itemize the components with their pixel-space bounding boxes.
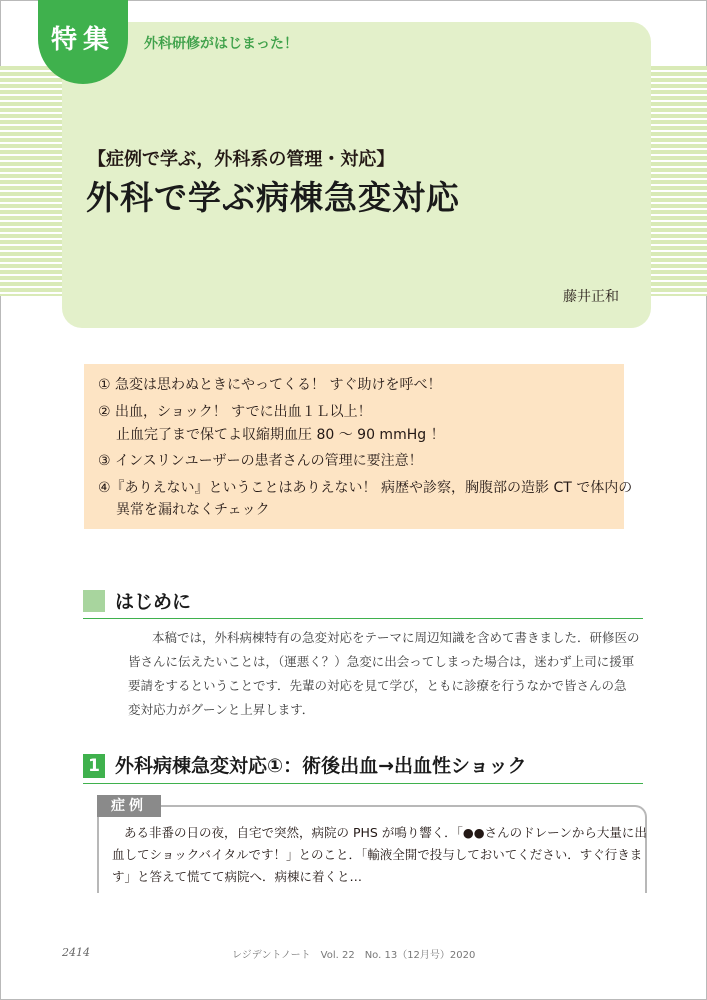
page-number: 2414 xyxy=(62,946,90,959)
paragraph-line: 変対応力がグーンと上昇します． xyxy=(128,702,315,717)
key-point: ④『ありえない』ということはありえない！ 病歴や診察，胸腹部の造影 CT で体内の xyxy=(98,480,633,496)
intro-heading-text: はじめに xyxy=(115,591,192,613)
article-title: 外科で学ぶ病棟急変対応 xyxy=(86,178,460,217)
key-points-box xyxy=(84,364,633,529)
section-1-heading-text: 外科病棟急変対応①：術後出血→出血性ショック xyxy=(115,755,527,777)
case-text xyxy=(112,822,647,888)
author-name: 藤井正和 xyxy=(563,289,619,305)
paragraph-line: 皆さんに伝えたいことは，（運悪く？）急変に出会ってしまった場合は，迷わず上司に援軍 xyxy=(128,654,635,669)
key-point: ③ インスリンユーザーの患者さんの管理に要注意！ xyxy=(98,453,423,469)
key-point-continued: 止血完了まで保てよ収縮期血圧 80 ～ 90 mmHg ！ xyxy=(116,427,445,443)
key-point: ② 出血，ショック！ すでに出血１Ｌ以上！ xyxy=(98,404,372,420)
magazine-info: レジデントノート Vol. 22 No. 13（12月号）2020 xyxy=(232,950,476,961)
series-label: 外科研修がはじまった！ xyxy=(144,36,298,52)
feature-badge: 特集 xyxy=(38,0,128,84)
case-line: ある非番の日の夜，自宅で突然，病院の PHS が鳴り響く．「●●さんのドレーンから大量に出 xyxy=(124,825,647,840)
intro-heading xyxy=(83,590,643,619)
case-line: 血してショックバイタルです！」とのこと．「輸液全開で投与しておいてください．すぐ行きま xyxy=(112,847,643,862)
intro-paragraph xyxy=(128,626,648,722)
case-tag: 症例 xyxy=(97,795,161,817)
section-1-heading xyxy=(83,754,643,784)
case-line: す」と答えて慌てて病院へ．病棟に着くと… xyxy=(112,869,363,884)
paragraph-line: 要請をするということです．先輩の対応を見て学び，ともに診療を行うなかで皆さんの急 xyxy=(128,678,627,693)
decorative-stripes-right xyxy=(651,66,707,296)
key-point-continued: 異常を漏れなくチェック xyxy=(116,502,270,518)
key-point: ① 急変は思わぬときにやってくる！ すぐ助けを呼べ！ xyxy=(98,377,442,393)
heading-square-marker xyxy=(83,590,105,612)
paragraph-line: 本稿では，外科病棟特有の急変対応をテーマに周辺知識を含めて書きました．研修医の xyxy=(152,630,640,645)
section-number: 1 xyxy=(83,754,105,778)
decorative-stripes-left xyxy=(0,66,62,296)
article-subtitle: 【症例で学ぶ，外科系の管理・対応】 xyxy=(88,149,395,170)
